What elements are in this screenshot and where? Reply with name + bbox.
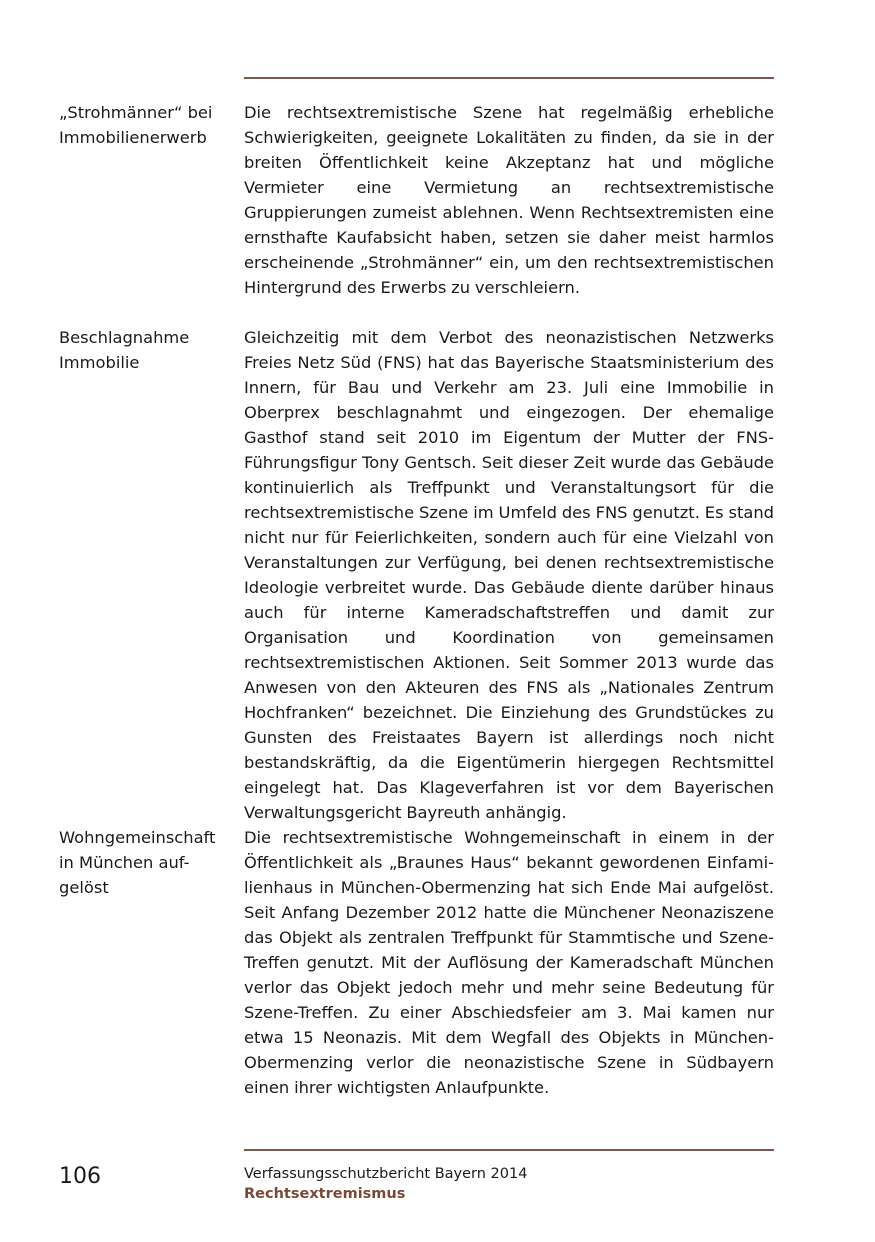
- body-paragraph: Gleichzeitig mit dem Verbot des neonazistischen Netzwerks Freies Netz Süd (FNS) hat das Bayerische Staatsministerium des Innern, für Bau und Verkehr am 23. Juli eine Immobilie in Oberprex beschlagnahmt und eingezogen. Der ehemalige Gasthof stand seit 2010 im Eigentum der Mutter der FNS-Führungsfigur Tony Gentsch. Seit dieser Zeit wurde das Gebäude kontinuierlich als Treffpunkt und Veranstaltungsort für die rechtsextremistische Szene im Umfeld des FNS genutzt. Es stand nicht nur für Feierlichkeiten, sondern auch für eine Vielzahl von Veranstaltungen zur Verfügung, bei denen rechtsextremistische Ideologie verbreitet wurde. Das Gebäude diente darüber hinaus auch für interne Kameradschaftstreffen und damit zur Organisation und Koordination von gemeinsamen rechtsextremistischen Aktionen. Seit Sommer 2013 wurde das Anwesen von den Akteuren des FNS als „Nationales Zentrum Hochfranken“ bezeichnet. Die Einziehung des Grundstückes zu Gunsten des Freistaates Bayern ist allerdings noch nicht bestandskräftig, da die Eigentümerin hiergegen Rechtsmittel eingelegt hat. Das Klageverfahren ist vor dem Bayerischen Verwaltungsgericht Bayreuth anhängig.: [244, 328, 774, 822]
- footer-title: Verfassungsschutzbericht Bayern 2014: [244, 1166, 528, 1182]
- footer-divider: [244, 1149, 774, 1151]
- page-number: 106: [59, 1164, 101, 1189]
- top-divider: [244, 77, 774, 79]
- margin-note: Wohngemeinschaft in München auf- gelöst: [59, 828, 216, 897]
- margin-note: Beschlagnahme Immobilie: [59, 328, 190, 372]
- body-paragraph: Die rechtsextremistische Szene hat regelmäßig erhebliche Schwierigkeiten, geeignete Lokalitäten zu finden, da sie in der breiten Öffentlichkeit keine Akzeptanz hat und mögliche Vermieter eine Vermietung an rechtsextremistische Gruppierungen zumeist ablehnen. Wenn Rechtsextremisten eine ernsthafte Kaufabsicht haben, setzen sie daher meist harmlos erscheinende „Strohmänner“ ein, um den rechtsextremistischen Hintergrund des Erwerbs zu verschleiern.: [244, 103, 774, 297]
- margin-note: „Strohmänner“ bei Immobilienerwerb: [59, 103, 213, 147]
- body-paragraph: Die rechtsextremistische Wohngemeinschaft in einem in der Öffentlichkeit als „Braunes Haus“ bekannt gewordenen Einfamilienhaus in München-Obermenzing hat sich Ende Mai aufgelöst. Seit Anfang Dezember 2012 hatte die Münchener Neonaziszene das Objekt als zentralen Treffpunkt für Stammtische und Szene-Treffen genutzt. Mit der Auflösung der Kameradschaft München verlor das Objekt jedoch mehr und mehr seine Bedeutung für Szene-Treffen. Zu einer Abschiedsfeier am 3. Mai kamen nur etwa 15 Neonazis. Mit dem Wegfall des Objekts in München-Obermenzing verlor die neonazistische Szene in Südbayern einen ihrer wichtigsten Anlaufpunkte.: [244, 828, 774, 1097]
- footer-subtitle: Rechtsextremismus: [244, 1186, 406, 1202]
